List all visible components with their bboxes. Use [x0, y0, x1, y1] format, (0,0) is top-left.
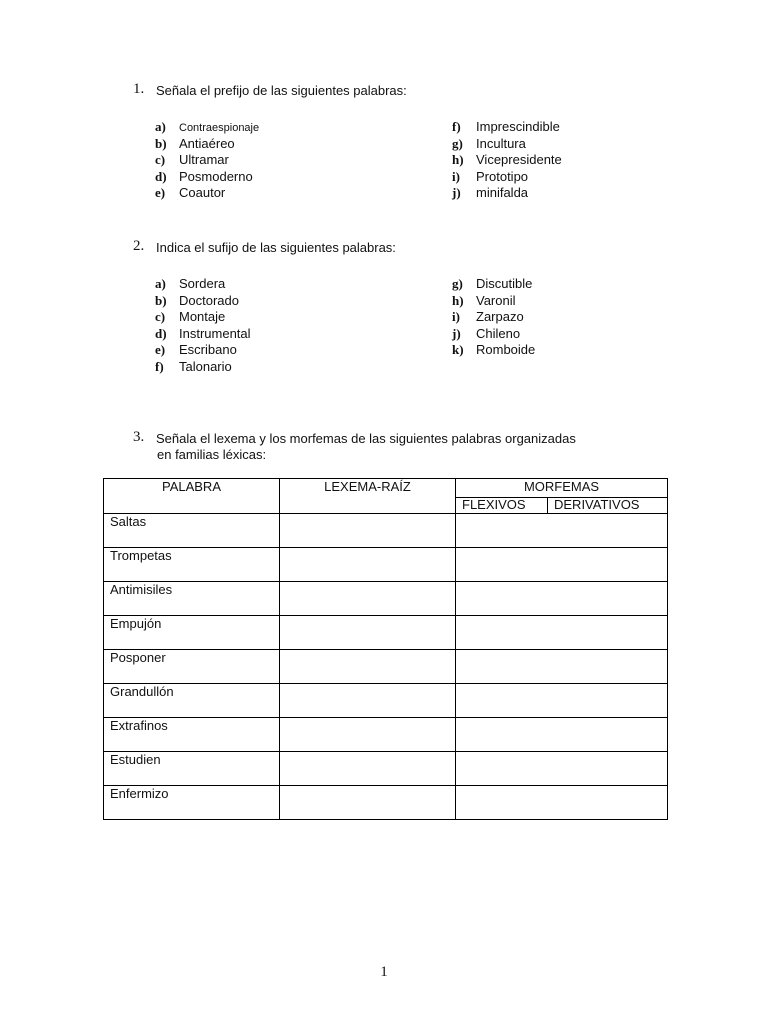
q3-text-line1: Señala el lexema y los morfemas de las siguientes palabras organizadas	[156, 431, 576, 446]
list-item: g) Incultura	[452, 135, 526, 151]
lexema-cell[interactable]	[280, 650, 456, 684]
morfemas-cell[interactable]	[456, 786, 668, 820]
header-derivativos: DERIVATIVOS	[548, 498, 668, 514]
lexema-cell[interactable]	[280, 548, 456, 582]
list-item: h) Vicepresidente	[452, 152, 562, 167]
lexema-cell[interactable]	[280, 718, 456, 752]
q1-list-left	[155, 119, 259, 202]
list-item: i) Prototipo	[452, 168, 529, 184]
list-item: j) Chileno	[452, 325, 521, 341]
header-flexivos: FLEXIVOS	[456, 498, 548, 514]
list-item: d) Instrumental	[155, 325, 251, 341]
table-row	[104, 684, 668, 718]
q2-number: 2.	[133, 238, 145, 254]
word-cell: Posponer	[104, 650, 280, 684]
word-cell: Saltas	[104, 514, 280, 548]
q2-text: Indica el sufijo de las siguientes palabras:	[156, 240, 396, 255]
morfemas-cell[interactable]	[456, 582, 668, 616]
list-item: f) Imprescindible	[452, 119, 560, 134]
morfemas-cell[interactable]	[456, 514, 668, 548]
list-item: i) Zarpazo	[452, 309, 524, 324]
list-item: e) Coautor	[155, 185, 226, 200]
table-row	[104, 616, 668, 650]
word-cell: Empujón	[104, 616, 280, 650]
list-item: k) Romboide	[452, 342, 536, 357]
header-palabra: PALABRA	[104, 479, 280, 514]
morfemas-cell[interactable]	[456, 650, 668, 684]
morfemas-cell[interactable]	[456, 684, 668, 718]
q2-list-left	[155, 276, 251, 375]
list-item: b) Antiaéreo	[155, 135, 235, 151]
list-item: f) Talonario	[155, 358, 232, 374]
table-row	[104, 752, 668, 786]
q1-list-right	[452, 119, 562, 202]
table-row	[104, 786, 668, 820]
list-item: d) Posmoderno	[155, 168, 253, 184]
q3-number: 3.	[133, 429, 145, 445]
morfemas-cell[interactable]	[456, 752, 668, 786]
lexema-cell[interactable]	[280, 616, 456, 650]
table-row	[104, 514, 668, 548]
list-item: j) minifalda	[452, 185, 529, 200]
word-cell: Enfermizo	[104, 786, 280, 820]
table-row	[104, 650, 668, 684]
lexema-cell[interactable]	[280, 582, 456, 616]
header-lexema: LEXEMA-RAÍZ	[280, 479, 456, 514]
q3-text-line2: en familias léxicas:	[157, 447, 267, 462]
lexema-cell[interactable]	[280, 752, 456, 786]
list-item: c) Montaje	[155, 309, 226, 324]
lexema-cell[interactable]	[280, 684, 456, 718]
table-row	[104, 718, 668, 752]
list-item: g) Discutible	[452, 276, 533, 291]
q2-list-right	[452, 276, 535, 359]
table-row	[104, 548, 668, 582]
word-cell: Grandullón	[104, 684, 280, 718]
list-item: a) Contraespionaje	[155, 119, 260, 134]
q1-text: Señala el prefijo de las siguientes palabras:	[156, 83, 407, 98]
morphemes-table	[103, 478, 668, 820]
morfemas-cell[interactable]	[456, 718, 668, 752]
list-item: a) Sordera	[155, 276, 226, 291]
word-cell: Extrafinos	[104, 718, 280, 752]
header-morfemas: MORFEMAS	[456, 479, 668, 498]
lexema-cell[interactable]	[280, 786, 456, 820]
list-item: e) Escribano	[155, 342, 237, 357]
word-cell: Estudien	[104, 752, 280, 786]
word-cell: Trompetas	[104, 548, 280, 582]
morfemas-cell[interactable]	[456, 548, 668, 582]
q3-text	[156, 431, 576, 463]
list-item: b) Doctorado	[155, 292, 239, 308]
list-item: c) Ultramar	[155, 152, 229, 167]
q1-number: 1.	[133, 81, 145, 97]
lexema-cell[interactable]	[280, 514, 456, 548]
page-number: 1	[380, 964, 388, 980]
table-row	[104, 582, 668, 616]
morfemas-cell[interactable]	[456, 616, 668, 650]
list-item: h) Varonil	[452, 292, 516, 308]
word-cell: Antimisiles	[104, 582, 280, 616]
